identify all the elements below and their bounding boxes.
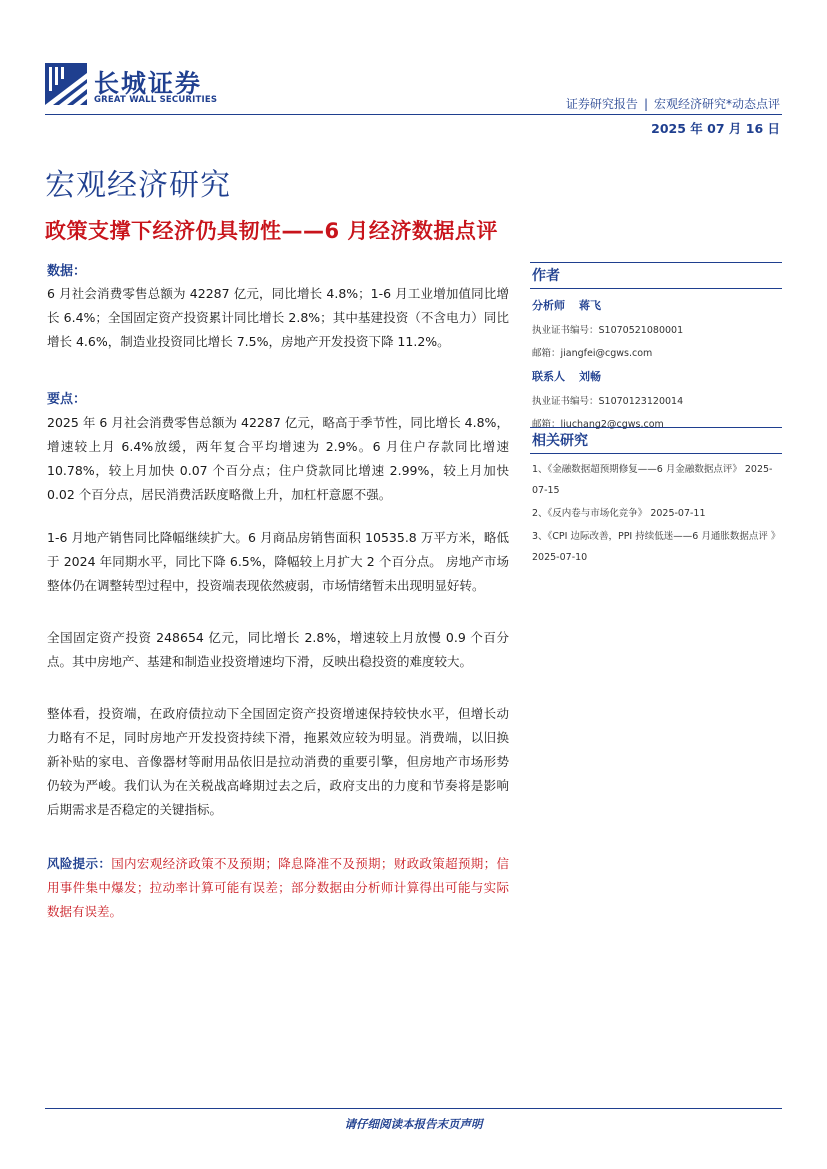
related-heading-rule — [530, 453, 782, 454]
analyst-name: 蒋飞 — [579, 299, 601, 312]
analyst-cert: 执业证书编号：S1070521080001 — [532, 325, 684, 336]
related-research-link[interactable]: 3、《CPI 边际改善，PPI 持续低迷——6 月通胀数据点评 》 2025-07-10 — [532, 531, 781, 563]
analyst-card — [530, 297, 782, 359]
contact-cert: 执业证书编号：S1070123120014 — [532, 396, 684, 407]
report-type: 证券研究报告 — [565, 97, 638, 111]
brand-name-cn: 长城证券 — [94, 69, 203, 98]
author-panel-top-rule — [530, 262, 782, 263]
report-subcategory: 宏观经济研究*动态点评 — [653, 97, 780, 111]
author-panel — [530, 265, 782, 430]
data-section — [47, 260, 509, 354]
key-point-paragraph: 全国固定资产投资 248654 亿元，同比增长 2.8%，增速较上月放慢 0.9 个百分点。其中房地产、基建和制造业投资增速均下滑，反映出稳投资的难度较大。 — [47, 630, 509, 669]
data-text: 6 月社会消费零售总额为 42287 亿元，同比增长 4.8%；1-6 月工业增加值同比增长 6.4%；全国固定资产投资累计同比增长 2.8%；其中基建投资（不含电力）同比增长 4.6%，制造业投资同比增长 7.5%，房地产开发投资下降 11.2%。 — [47, 286, 509, 349]
author-heading: 作者 — [532, 268, 560, 284]
contact-name: 刘畅 — [579, 370, 601, 383]
page-title: 政策支撑下经济仍具韧性——6 月经济数据点评 — [45, 219, 498, 243]
report-category — [566, 95, 780, 112]
brand-logo-icon — [45, 63, 87, 105]
header-separator: | — [643, 97, 648, 111]
related-list — [530, 459, 782, 568]
risk-label: 风险提示： — [47, 856, 112, 871]
author-heading-rule — [530, 288, 782, 289]
related-research-heading: 相关研究 — [532, 433, 588, 449]
contact-card — [530, 368, 782, 430]
related-top-rule — [530, 427, 782, 428]
contact-role: 联系人 — [532, 370, 565, 383]
key-point-block — [47, 626, 509, 674]
data-label: 数据： — [47, 264, 87, 279]
key-point-block — [47, 526, 509, 598]
header-rule — [45, 114, 782, 115]
section-title: 宏观经济研究 — [45, 168, 231, 203]
key-points-label: 要点： — [47, 392, 87, 407]
key-points-section — [47, 388, 509, 507]
related-research-link[interactable]: 1、《金融数据超预期修复——6 月金融数据点评》 2025-07-15 — [532, 464, 773, 496]
brand-name-en: GREAT WALL SECURITIES — [94, 95, 218, 105]
analyst-role-line — [532, 297, 782, 313]
risk-section — [47, 852, 509, 924]
contact-role-line — [532, 368, 782, 384]
contact-email: 邮箱：liuchang2@cgws.com — [532, 419, 664, 430]
key-point-paragraph: 1-6 月地产销售同比降幅继续扩大。6 月商品房销售面积 10535.8 万平方米，略低于 2024 年同期水平，同比下降 6.5%，降幅较上月扩大 2 个百分点。 房地产市场整体仍在调整转型过程中，投资端表现依然疲弱，市场情绪暂未出现明显好转。 — [47, 530, 509, 593]
analyst-email: 邮箱：jiangfei@cgws.com — [532, 348, 653, 359]
key-point-block — [47, 702, 509, 822]
footer-disclaimer: 请仔细阅读本报告末页声明 — [344, 1117, 483, 1131]
report-date: 2025 年 07 月 16 日 — [651, 121, 780, 136]
key-point-paragraph: 2025 年 6 月社会消费零售总额为 42287 亿元，略高于季节性，同比增长 4.8%，增速较上月 6.4%放缓，两年复合平均增速为 2.9%。6 月住户存款同比增速 10.78%，较上月加快 0.07 个百分点；住户贷款同比增速 2.99%，较上月加快 0.02 个百分点，居民消费活跃度略微上升，加杠杆意愿不强。 — [47, 415, 509, 502]
key-point-paragraph: 整体看，投资端，在政府债拉动下全国固定资产投资增速保持较快水平，但增长动力略有不足，同时房地产开发投资持续下滑，拖累效应较为明显。消费端，以旧换新补贴的家电、音像器材等耐用品依旧是拉动消费的重要引擎，但房地产市场形势仍较为严峻。我们认为在关税战高峰期过去之后，政府支出的力度和节奏将是影响后期需求是否稳定的关键指标。 — [47, 706, 509, 817]
risk-text: 国内宏观经济政策不及预期；降息降准不及预期；财政政策超预期；信用事件集中爆发；拉动率计算可能有误差；部分数据由分析师计算得出可能与实际数据有误差。 — [47, 856, 509, 919]
analyst-role: 分析师 — [532, 299, 565, 312]
related-research-link[interactable]: 2、《反内卷与市场化竞争》 2025-07-11 — [532, 508, 706, 519]
footer-rule — [45, 1108, 782, 1109]
related-research-panel — [530, 430, 782, 568]
